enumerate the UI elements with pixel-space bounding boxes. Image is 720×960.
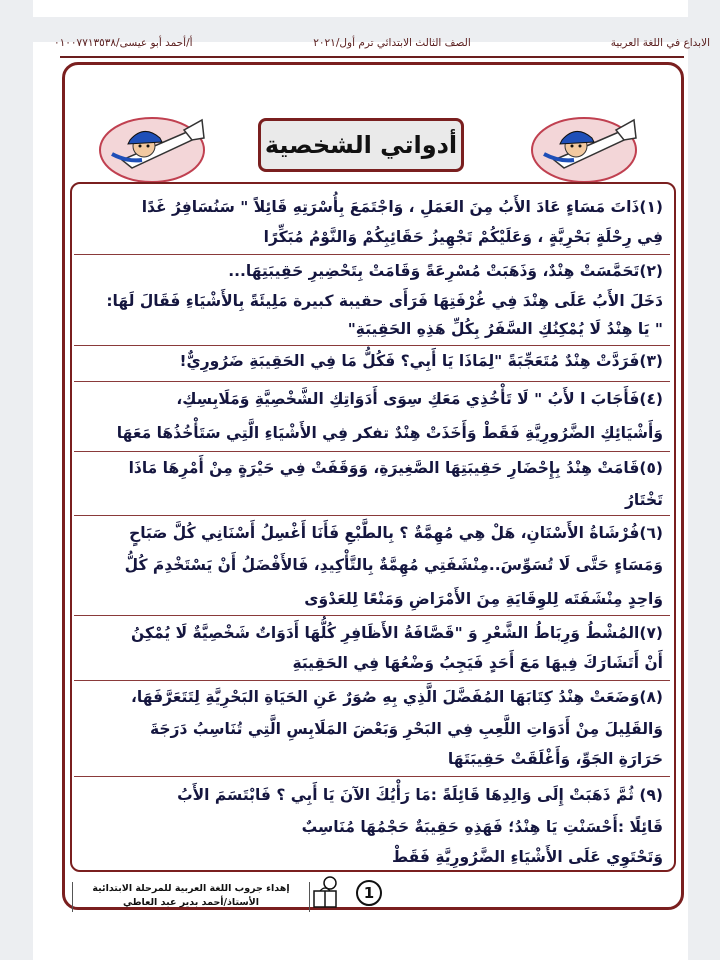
story-line: (٤)فَأَجَابَ ا لأَبُ " لَا تَأْخُذِي مَعَكِ سِوَى أَدَوَاتِكِ الشَّخْصِيَّةِ وَمَلَابِسِكِ، <box>176 390 663 408</box>
story-line: (٥)قَامَتْ هِنْدُ بِإِحْضَارِ حَقِيبَتِهَا الصَّغِيرَةِ، وَوَقَفَتْ فِي حَيْرَةٍ مِنْ أَمْرِهَا مَاذَا <box>128 459 663 477</box>
story-line: دَخَلَ الأَبُ عَلَى هِنْدَ فِي غُرْفَتِهَا فَرَأَى حقيبة كبيرة مَلِيئَةً بِالأَشْيَاءِ فَقَالَ لَهَا: <box>106 292 663 310</box>
divider <box>74 345 670 346</box>
plane-mascot-icon <box>92 110 212 186</box>
story-line: وَمَسَاءٍ حَتَّى لَا تُسَوِّسَ..مِنْشَفَتِي مُهِمَّةٌ بِالتَّأْكِيدِ، فَالأَفْضَلُ أَنْ يَسْتَخْدِمَ كُلُّ <box>124 556 663 574</box>
story-line: " يَا هِنْدُ لَا يُمْكِنُكِ السَّفَرُ بِكُلِّ هَذِهِ الحَقِيبَةِ" <box>347 320 663 338</box>
gift-teacher-icon <box>306 873 346 913</box>
story-line: أَنْ أَتَشَارَكَ فِيهَا مَعَ أَحَدٍ فَيَجِبُ وَضْعُهَا فِي الحَقِيبَةِ <box>292 654 663 672</box>
divider <box>74 680 670 681</box>
footer-dedication <box>72 882 310 912</box>
title-box <box>258 118 464 172</box>
previous-page-strip <box>33 0 688 17</box>
header-grade: الصف الثالث الابتدائي ترم أول/٢٠٢١ <box>313 37 471 49</box>
story-line: حَرَارَةِ الجَوِّ، وَأَغْلَقَتْ حَقِيبَتَهَا <box>447 750 663 768</box>
story-line: وَتَحْتَوِي عَلَى الأَشْيَاءِ الضَّرُورِيَّةِ فَقَطْ <box>392 848 663 866</box>
plane-mascot-icon <box>524 110 644 186</box>
story-line: وَاحِدٍ مِنْشَفَتَه لِلوِقَايَةِ مِنَ الأَمْرَاضِ وَمَنْعًا لِلعَدْوَى <box>304 590 663 608</box>
story-line: (٧)المُشْطُ وَرِبَاطُ الشَّعْرِ وَ "قَصَّافَةُ الأَظَافِرِ كُلُّهَا أَدَوَاتٌ شَخْصِيَّةٌ لَا يُمْكِنُ <box>131 624 663 642</box>
story-line: (١)ذَاتَ مَسَاءٍ عَادَ الأَبُ مِنَ العَمَلِ ، وَاجْتَمَعَ بِأُسْرَتِهِ قَائِلاً " سَنُسَافِرُ غَدًا <box>141 198 663 216</box>
header-author: أ/أحمد أبو عيسى/٠١٠٠٧٧١٣٥٣٨ <box>54 37 193 49</box>
story-line: (٩) ثُمَّ ذَهَبَتْ إِلَى وَالِدِهَا قَائِلَةً :مَا رَأْيُكَ الآنَ يَا أَبِي ؟ فَابْتَسَمَ الأَبُ <box>177 786 663 804</box>
header-divider <box>60 56 684 58</box>
dedication-text: إهداء جروب اللغة العربية للمرحلة الابتدائية <box>92 883 290 894</box>
divider <box>74 451 670 452</box>
divider <box>74 515 670 516</box>
divider <box>74 615 670 616</box>
page-title: أدواتي الشخصية <box>264 131 458 159</box>
story-line: وَالقَلِيلَ مِنْ أَدَوَاتِ اللَّعِبِ فِي البَحْرِ وَبَعْضَ المَلَابِسِ الَّتِي تُنَاسِبُ دَرَجَةَ <box>149 720 663 738</box>
page-number: 1 <box>356 880 382 906</box>
divider <box>74 254 670 255</box>
story-line: فِي رِحْلَةٍ بَحْرِيَّةٍ ، وَعَلَيْكُمْ تَجْهِيزُ حَقَائِبِكُمْ وَالنَّوْمُ مُبَكِّرًا <box>263 228 663 246</box>
story-line: (٣)فَرَدَّتْ هِنْدٌ مُتَعَجِّبَةً "لِمَاذَا يَا أَبِي؟ فَكُلُّ مَا فِي الحَقِيبَةِ ضَرُورِيٌّ! <box>179 352 663 370</box>
story-line: وَأَشْيَائِكِ الضَّرُورِيَّةِ فَقَطْ وَأَخَذَتْ هِنْدٌ تفكر فِي الأَشْيَاءِ الَّتِي سَتَأْخُذُهَا مَعَهَا <box>116 424 663 442</box>
story-line: (٨)وَضَعَتْ هِنْدُ كِتَابَهَا المُفَضَّلَ الَّذِي بِهِ صُوَرٌ عَنِ الحَيَاةِ البَحْرِيَّةِ لِتَتَعَرَّفَهَا، <box>131 688 663 706</box>
divider <box>74 381 670 382</box>
divider <box>74 776 670 777</box>
header-brand: الابداع في اللغة العربية <box>610 37 710 49</box>
story-line: تَخْتَارُ <box>624 491 663 509</box>
story-line: (٦)فُرْشَاةُ الأَسْنَانِ، هَلْ هِي مُهِمَّةٌ ؟ بِالطَّبْعِ فَأَنَا أَغْسِلُ أَسْنَانِي كُلَّ صَبَاحٍ <box>129 524 663 542</box>
story-line: قَائِلًا :أَحْسَنْتِ يَا هِنْدُ؛ فَهَذِهِ حَقِيبَةٌ حَجْمُهَا مُنَاسِبٌ <box>301 818 663 836</box>
teacher-name: الأستاذ/أحمد بدير عبد العاطي <box>122 897 260 908</box>
story-line: (٢)تَحَمَّسَتْ هِنْدٌ، وَذَهَبَتْ مُسْرِعَةً وَقَامَتْ بِتَحْضِيرِ حَقِيبَتِهَا... <box>228 262 663 280</box>
